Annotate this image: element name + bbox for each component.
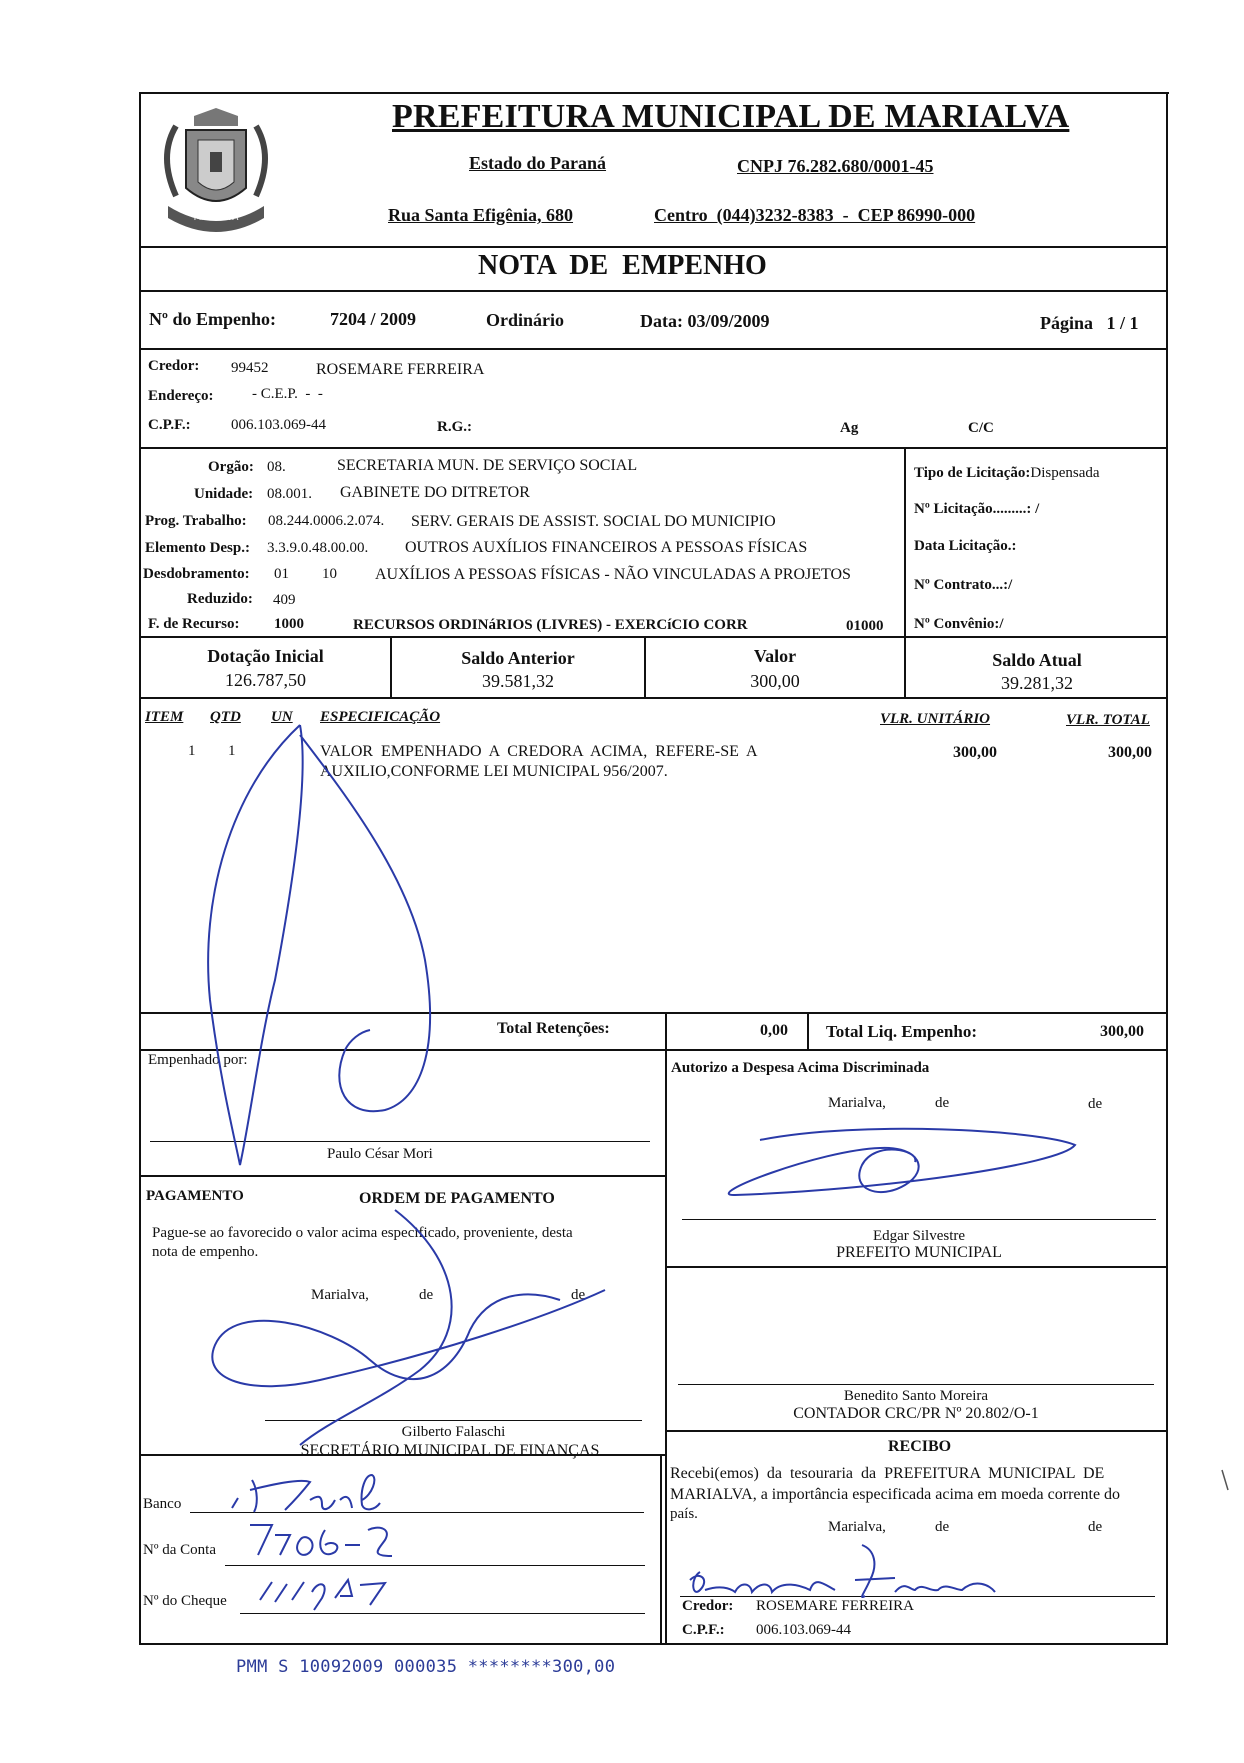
saldo-anterior-label: Saldo Anterior (461, 648, 575, 668)
desdobramento-label: Desdobramento: (143, 566, 250, 582)
ordem-pagamento-label: ORDEM DE PAGAMENTO (359, 1190, 555, 1207)
recibo-de-2: de (1088, 1519, 1103, 1535)
desdobramento-code-2: 10 (322, 566, 337, 582)
elemento-code: 3.3.9.0.48.00.00. (267, 540, 369, 556)
address-label: Endereço: (148, 388, 214, 404)
credor-code: 99452 (231, 360, 269, 376)
autorizo-de-1: de (935, 1095, 950, 1111)
banco-label: Banco (143, 1496, 182, 1512)
saldo-atual-label: Saldo Atual (992, 650, 1082, 670)
dotacao-inicial-label: Dotação Inicial (207, 646, 324, 666)
cnpj: CNPJ 76.282.680/0001-45 (737, 156, 934, 176)
elemento-description: OUTROS AUXÍLIOS FINANCEIROS A PESSOAS FÍSICAS (405, 539, 808, 556)
pagamento-text-line-1: Pague-se ao favorecido o valor acima especificado, proveniente, desta (152, 1225, 573, 1241)
document-title: NOTA DE EMPENHO (478, 250, 767, 281)
orgao-label: Orgão: (208, 459, 254, 475)
row-total: 300,00 (1108, 744, 1152, 761)
empenho-number: 7204 / 2009 (330, 309, 417, 329)
saldo-atual-value: 39.281,32 (1001, 673, 1073, 693)
elemento-label: Elemento Desp.: (145, 540, 250, 556)
valor-label: Valor (753, 646, 797, 666)
fonte-recurso-description: RECURSOS ORDINáRIOS (LIVRES) - EXERCíCIO CORR (353, 617, 748, 633)
margin-mark (1222, 1470, 1228, 1490)
reduzido-value: 409 (273, 592, 296, 608)
row-qtd: 1 (228, 743, 236, 759)
recibo-text-line-1: Recebi(emos) da tesouraria da PREFEITURA MUNICIPAL DE (670, 1465, 1105, 1482)
tipo-licitacao-label: Tipo de Licitação: (914, 465, 1031, 481)
col-header-vlr-unitario: VLR. UNITÁRIO (880, 711, 991, 727)
row-unit-price: 300,00 (953, 744, 997, 761)
recibo-credor-name: ROSEMARE FERREIRA (756, 1598, 914, 1614)
reduzido-label: Reduzido: (187, 591, 253, 607)
fonte-recurso-label: F. de Recurso: (148, 616, 240, 632)
recibo-text-line-3: país. (670, 1506, 698, 1522)
dotacao-inicial-value: 126.787,50 (225, 670, 306, 690)
desdobramento-code-1: 01 (274, 566, 289, 582)
total-liquido-label: Total Liq. Empenho: (826, 1022, 977, 1041)
recibo-signature (690, 1545, 995, 1597)
total-retencoes-label: Total Retenções: (497, 1020, 610, 1037)
recibo-place: Marialva, (828, 1519, 886, 1535)
col-header-qtd: QTD (210, 709, 241, 725)
pagamento-text-line-2: nota de empenho. (152, 1244, 259, 1260)
recibo-credor-label: Credor: (682, 1598, 734, 1614)
payment-stamp: PMM S 10092009 000035 ********300,00 (236, 1657, 616, 1677)
tipo-licitacao-value: Dispensada (1030, 465, 1100, 481)
total-retencoes-value: 0,00 (760, 1022, 788, 1039)
desdobramento-description: AUXÍLIOS A PESSOAS FÍSICAS - NÃO VINCULADAS A PROJETOS (375, 566, 851, 583)
unidade-label: Unidade: (194, 486, 254, 502)
data-licitacao: Data Licitação.: (914, 538, 1017, 554)
orgao-code: 08. (267, 459, 286, 475)
col-header-vlr-total: VLR. TOTAL (1066, 712, 1150, 728)
recibo-cpf-label: C.P.F.: (682, 1622, 725, 1638)
secretario-name: Gilberto Falaschi (401, 1424, 506, 1440)
saldo-anterior-value: 39.581,32 (482, 671, 554, 691)
col-header-un: UN (271, 709, 293, 725)
empenho-type: Ordinário (486, 310, 565, 330)
unidade-code: 08.001. (267, 486, 312, 502)
banco-handwriting (232, 1475, 380, 1512)
cheque-handwriting (260, 1580, 385, 1610)
empenho-number-label: Nº do Empenho: (149, 309, 276, 329)
row-spec-line-1: VALOR EMPENHADO A CREDORA ACIMA, REFERE-SE A (320, 743, 758, 760)
address-details: Centro (044)3232-8383 - CEP 86990-000 (654, 205, 976, 225)
orgao-description: SECRETARIA MUN. DE SERVIÇO SOCIAL (337, 457, 638, 474)
recibo-title: RECIBO (888, 1438, 952, 1455)
secretario-role: SECRETÁRIO MUNICIPAL DE FINANÇAS (300, 1442, 600, 1459)
credor-label: Credor: (148, 358, 200, 374)
fonte-recurso-code: 1000 (274, 616, 304, 632)
prog-trabalho-code: 08.244.0006.2.074. (268, 513, 385, 529)
cpf-value: 006.103.069-44 (231, 417, 326, 433)
recibo-cpf: 006.103.069-44 (756, 1622, 851, 1638)
empenho-date: Data: 03/09/2009 (640, 311, 770, 331)
address-value: - C.E.P. - - (252, 386, 323, 402)
cpf-label: C.P.F.: (148, 417, 191, 433)
contador-role: CONTADOR CRC/PR Nº 20.802/O-1 (793, 1405, 1039, 1422)
recibo-text-line-2: MARIALVA, a importância especificada acima em moeda corrente do (670, 1486, 1121, 1503)
prog-trabalho-label: Prog. Trabalho: (145, 513, 247, 529)
contador-name: Benedito Santo Moreira (843, 1388, 989, 1404)
col-header-especificacao: ESPECIFICAÇÃO (320, 709, 441, 725)
row-spec-line-2: AUXILIO,CONFORME LEI MUNICIPAL 956/2007. (320, 763, 668, 780)
cheque-label: Nº do Cheque (143, 1593, 227, 1609)
col-header-item: ITEM (145, 709, 184, 725)
prefeito-signature (729, 1129, 1075, 1195)
state-name: Estado do Paraná (469, 153, 607, 173)
unidade-description: GABINETE DO DITRETOR (340, 484, 530, 501)
numero-convenio: Nº Convênio:/ (914, 616, 1004, 632)
empenhado-signature (208, 725, 430, 1165)
row-item: 1 (188, 743, 196, 759)
agency-label: Ag (840, 420, 859, 436)
autorizo-label: Autorizo a Despesa Acima Discriminada (671, 1060, 930, 1076)
street-address: Rua Santa Efigênia, 680 (388, 205, 574, 225)
page-number: Página 1 / 1 (1040, 313, 1139, 333)
secretario-signature (212, 1210, 605, 1445)
pagamento-place: Marialva, (311, 1287, 369, 1303)
empenhado-signer: Paulo César Mori (327, 1146, 433, 1162)
valor-value: 300,00 (750, 671, 800, 691)
numero-contrato: Nº Contrato...:/ (914, 577, 1013, 593)
conta-handwriting (250, 1525, 392, 1556)
numero-licitacao: Nº Licitação.........: / (914, 501, 1040, 517)
autorizo-de-2: de (1088, 1096, 1103, 1112)
municipality-title: PREFEITURA MUNICIPAL DE MARIALVA (392, 98, 1070, 135)
autorizo-place: Marialva, (828, 1095, 886, 1111)
account-label: C/C (968, 420, 994, 436)
pagamento-de-2: de (571, 1287, 586, 1303)
prefeito-role: PREFEITO MUNICIPAL (836, 1244, 1002, 1261)
fonte-recurso-code-2: 01000 (846, 618, 884, 634)
prog-trabalho-description: SERV. GERAIS DE ASSIST. SOCIAL DO MUNICIPIO (411, 513, 776, 530)
rg-label: R.G.: (437, 419, 472, 435)
total-liquido-value: 300,00 (1100, 1023, 1144, 1040)
recibo-de-1: de (935, 1519, 950, 1535)
pagamento-label: PAGAMENTO (146, 1188, 244, 1204)
conta-label: Nº da Conta (143, 1542, 216, 1558)
empenhado-por-label: Empenhado por: (148, 1052, 248, 1068)
prefeito-name: Edgar Silvestre (872, 1228, 966, 1244)
pagamento-de-1: de (419, 1287, 434, 1303)
credor-name: ROSEMARE FERREIRA (316, 361, 485, 378)
svg-text:MARIALVA: MARIALVA (193, 213, 239, 223)
